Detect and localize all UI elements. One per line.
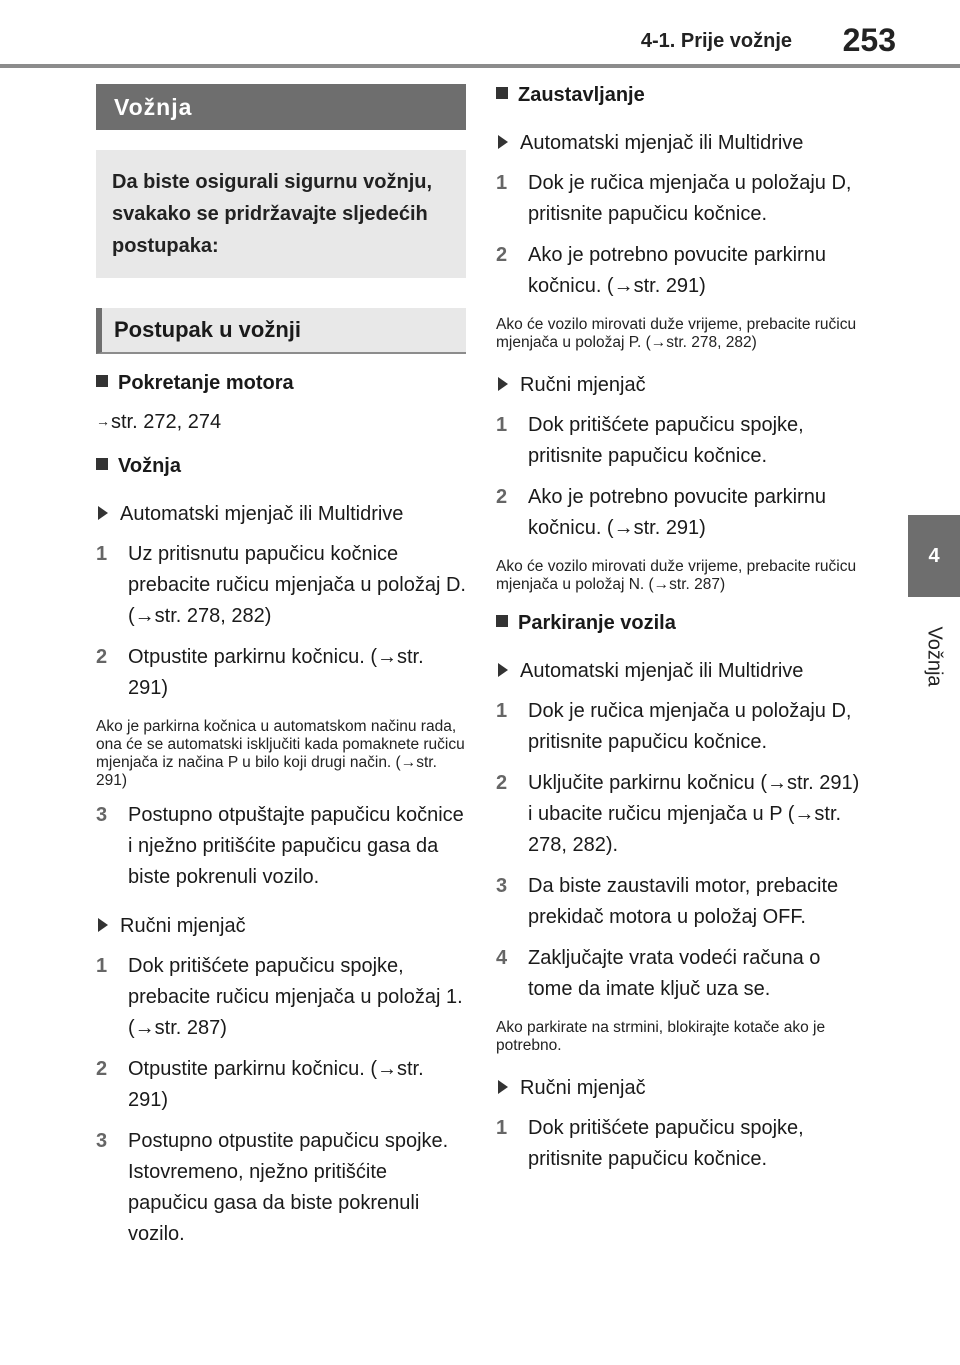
step-item	[96, 642, 466, 704]
variant-text: Automatski mjenjač ili Multidrive	[520, 132, 804, 154]
step-item	[96, 951, 466, 1044]
triangle-bullet-icon	[498, 377, 508, 391]
step-text: Postupno otpuštajte papučicu kočnice i nježno pritišćite papučicu gasa da biste pokrenuli vozilo.	[128, 804, 464, 888]
header-section-title: 4-1. Prije vožnje	[640, 30, 792, 52]
step-item	[496, 871, 868, 933]
note-text: Ako parkirate na strmini, blokirajte kotače ako je potrebno.	[496, 1019, 826, 1054]
step-text: Postupno otpustite papučicu spojke. Istovremeno, nježno pritišćite papučicu gasa da biste pokrenuli vozilo.	[128, 1130, 449, 1245]
step-text: Dok je ručica mjenjača u položaju D, pritisnite papučicu kočnice.	[528, 172, 852, 225]
variant-heading	[496, 370, 868, 400]
step-number: 3	[496, 875, 508, 897]
step-item	[96, 1054, 466, 1116]
chapter-tab	[908, 515, 960, 597]
square-bullet-icon	[96, 458, 108, 470]
variant-text: Ručni mjenjač	[120, 915, 246, 937]
variant-heading	[496, 656, 868, 686]
triangle-bullet-icon	[498, 135, 508, 149]
step-text: Otpustite parkirnu kočnicu. (→str. 291)	[128, 1058, 424, 1111]
arrow-right-icon: →	[96, 413, 110, 429]
note-text: Ako je parkirna kočnica u automatskom načinu rada, ona će se automatski isključiti kada pomaknete ručicu mjenjača iz načina P u bilo koji drugi način. (→str. 291)	[96, 718, 465, 789]
step-number: 3	[96, 804, 108, 826]
subheading-text: Vožnja	[118, 455, 181, 477]
step-number: 1	[96, 543, 108, 565]
subsection-title: Postupak u vožnji	[96, 308, 466, 354]
triangle-bullet-icon	[498, 1080, 508, 1094]
step-item	[96, 800, 466, 893]
page-reference	[96, 406, 466, 437]
note-text: Ako će vozilo mirovati duže vrijeme, prebacite ručicu mjenjača u položaj P. (→str. 278, 282)	[496, 316, 857, 351]
square-bullet-icon	[496, 87, 508, 99]
variant-heading	[96, 911, 466, 941]
step-number: 2	[496, 772, 508, 794]
step-number: 2	[96, 646, 108, 668]
variant-heading	[96, 499, 466, 529]
step-item	[496, 240, 868, 302]
step-number: 2	[96, 1058, 108, 1080]
step-item	[496, 1113, 868, 1175]
section-title: Vožnja	[96, 84, 466, 130]
right-blocks	[496, 80, 868, 1175]
chapter-label: Vožnja	[923, 626, 946, 687]
step-item	[496, 768, 868, 861]
variant-text: Automatski mjenjač ili Multidrive	[120, 503, 404, 525]
square-bullet-icon	[96, 375, 108, 387]
step-number: 2	[496, 244, 508, 266]
variant-text: Ručni mjenjač	[520, 1077, 646, 1099]
subheading	[96, 451, 466, 481]
step-item	[496, 696, 868, 758]
step-text: Ako je potrebno povucite parkirnu kočnicu. (→str. 291)	[528, 244, 826, 297]
step-item	[496, 410, 868, 472]
variant-heading	[496, 128, 868, 158]
step-item	[496, 482, 868, 544]
variant-text: Automatski mjenjač ili Multidrive	[520, 660, 804, 682]
intro-box: Da biste osigurali sigurnu vožnju, svakako se pridržavajte sljedećih postupaka:	[96, 150, 466, 278]
left-blocks	[96, 368, 466, 1250]
subheading-text: Pokretanje motora	[118, 372, 294, 394]
step-number: 1	[496, 700, 508, 722]
subheading-text: Zaustavljanje	[518, 84, 645, 106]
step-text: Dok pritišćete papučicu spojke, prebacite ručicu mjenjača u položaj 1. (→str. 287)	[128, 955, 463, 1039]
header-rule	[0, 64, 960, 68]
step-text: Dok je ručica mjenjača u položaju D, pritisnite papučicu kočnice.	[528, 700, 852, 753]
chapter-number: 4	[928, 544, 940, 567]
page-number: 253	[842, 22, 896, 58]
step-number: 1	[496, 172, 508, 194]
step-item	[96, 1126, 466, 1250]
step-text: Da biste zaustavili motor, prebacite prekidač motora u položaj OFF.	[528, 875, 839, 928]
subheading	[496, 608, 868, 638]
note-text: Ako će vozilo mirovati duže vrijeme, prebacite ručicu mjenjača u položaj N. (→str. 287)	[496, 558, 857, 593]
variant-text: Ručni mjenjač	[520, 374, 646, 396]
step-text: Zaključajte vrata vodeći računa o tome da imate ključ uza se.	[528, 947, 821, 1000]
subheading-text: Parkiranje vozila	[518, 612, 676, 634]
step-item	[496, 943, 868, 1005]
step-text: Ako je potrebno povucite parkirnu kočnicu. (→str. 291)	[528, 486, 826, 539]
reference-text: str. 272, 274	[111, 411, 222, 433]
triangle-bullet-icon	[498, 663, 508, 677]
step-number: 2	[496, 486, 508, 508]
square-bullet-icon	[496, 615, 508, 627]
triangle-bullet-icon	[98, 506, 108, 520]
step-text: Uz pritisnutu papučicu kočnice prebacite ručicu mjenjača u položaj D. (→str. 278, 282)	[128, 543, 466, 627]
step-text: Dok pritišćete papučicu spojke, pritisnite papučicu kočnice.	[528, 414, 804, 467]
right-column	[496, 80, 868, 1175]
step-item	[96, 539, 466, 632]
subheading	[496, 80, 868, 110]
step-number: 1	[96, 955, 108, 977]
step-text: Otpustite parkirnu kočnicu. (→str. 291)	[128, 646, 424, 699]
step-number: 1	[496, 1117, 508, 1139]
step-text: Dok pritišćete papučicu spojke, pritisnite papučicu kočnice.	[528, 1117, 804, 1170]
step-text: Uključite parkirnu kočnicu (→str. 291) i ubacite ručicu mjenjača u P (→str. 278, 282).	[528, 772, 860, 856]
left-column	[96, 80, 466, 1250]
step-number: 4	[496, 947, 508, 969]
variant-heading	[496, 1073, 868, 1103]
subheading	[96, 368, 466, 398]
step-number: 1	[496, 414, 508, 436]
step-item	[496, 168, 868, 230]
step-number: 3	[96, 1130, 108, 1152]
triangle-bullet-icon	[98, 918, 108, 932]
